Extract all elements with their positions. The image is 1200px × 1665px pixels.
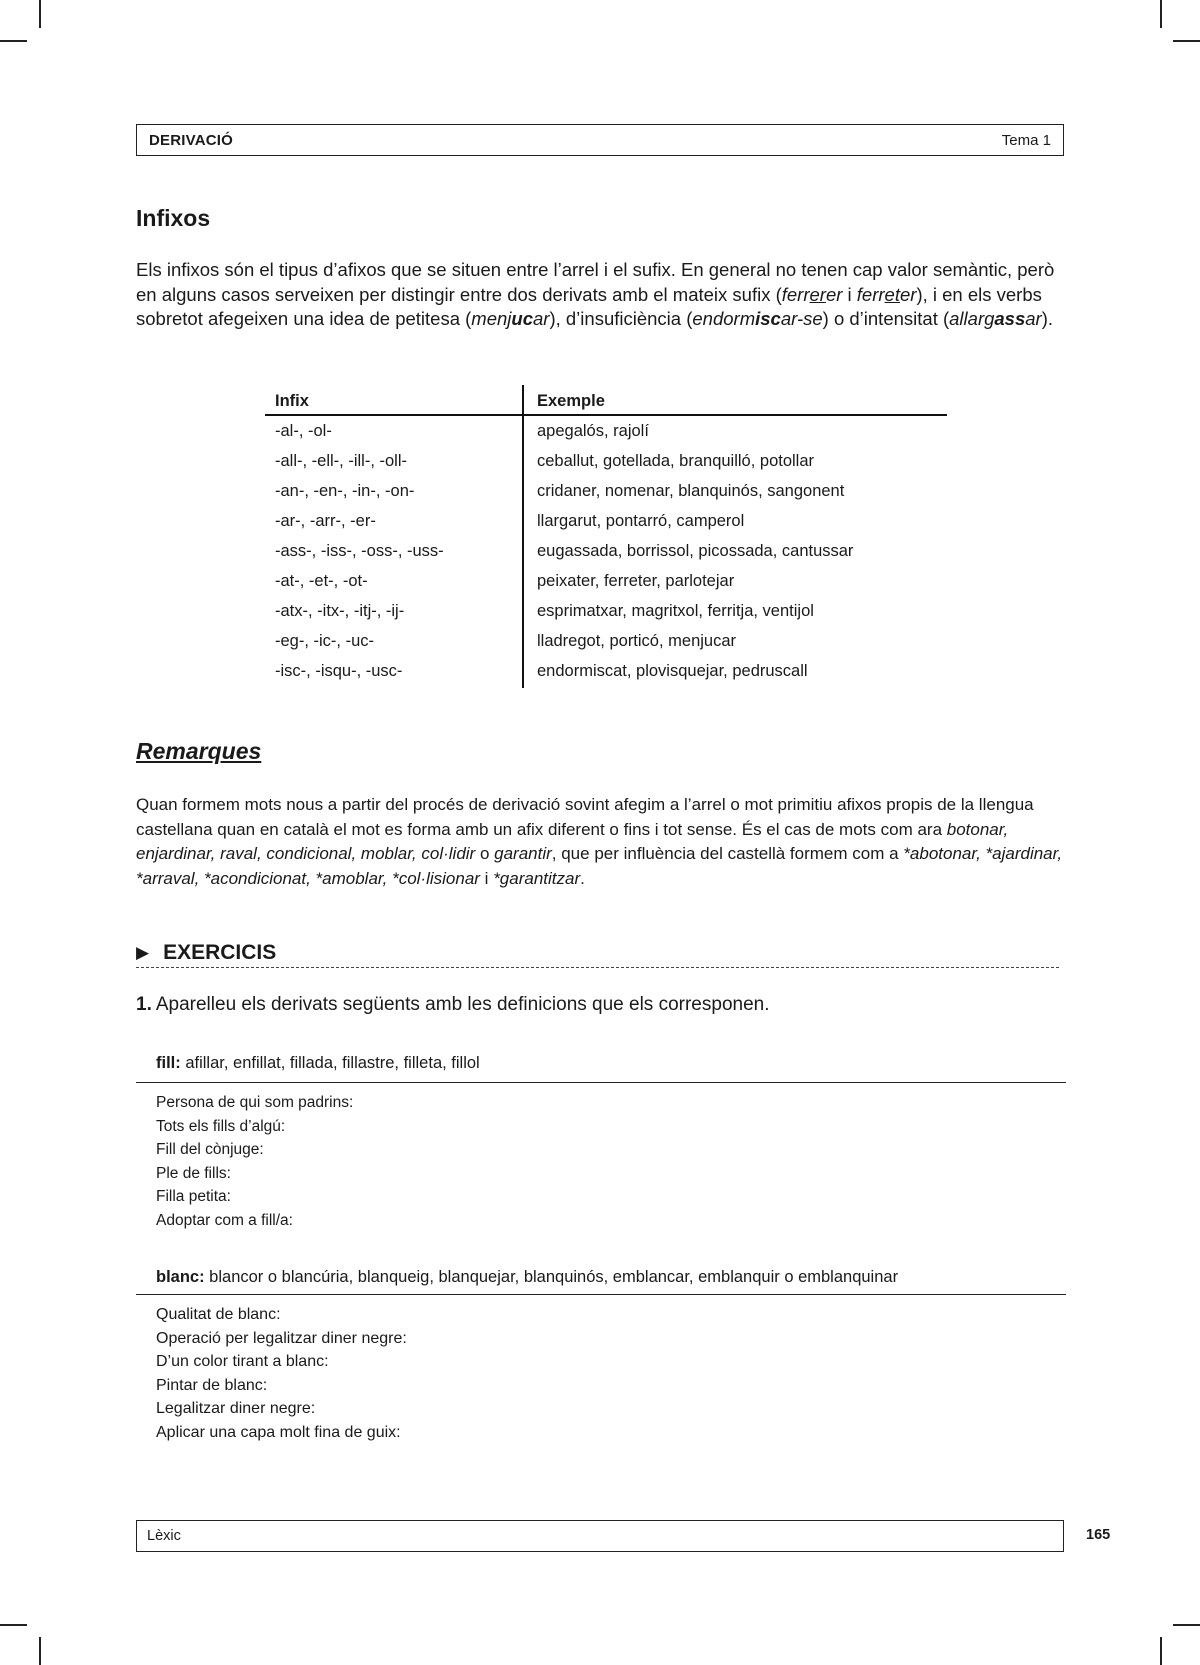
remarques-paragraph: Quan formem mots nous a partir del procés de derivació sovint afegim a l’arrel o mot primitiu afixos propis de la llengua castellana quan en català el mot es forma amb un afix diferent o fins i tot sense. És el cas de mots com ara botonar, enjardinar, raval, condicional, moblar, col·lidir o garantir, que per influència del castellà formem com a *abotonar, *ajardinar, *arraval, *acondicionat, *amoblar, *col·lisionar i *garantitzar. bbox=[136, 795, 1063, 888]
exercise-text: Aparelleu els derivats següents amb les definicions que els corresponen. bbox=[155, 994, 770, 1015]
running-footer bbox=[136, 1520, 1064, 1552]
play-arrow-icon: ▶ bbox=[136, 943, 150, 962]
exercise-number: 1. bbox=[136, 994, 152, 1015]
exercises-title: EXERCICIS bbox=[163, 941, 277, 964]
column-header-example: Exemple bbox=[537, 392, 605, 410]
crop-mark bbox=[0, 1624, 27, 1626]
column-header-infix: Infix bbox=[275, 392, 309, 410]
section-title: Infixos bbox=[136, 205, 211, 231]
table-row bbox=[265, 446, 947, 476]
infix-cell: -atx-, -itx-, -itj-, -ij- bbox=[275, 602, 405, 621]
definition-item: Adoptar com a fill/a: bbox=[156, 1211, 293, 1229]
header-topic: Tema 1 bbox=[1001, 131, 1051, 149]
example-word: ferrerer bbox=[781, 283, 843, 305]
header-section: DERIVACIÓ bbox=[149, 131, 234, 149]
infix-cell: -ar-, -arr-, -er- bbox=[275, 511, 376, 530]
definition-item: Fill del cònjuge: bbox=[156, 1141, 264, 1158]
crop-mark bbox=[39, 1637, 41, 1665]
root-word: blanc: bbox=[156, 1268, 205, 1286]
table-row bbox=[265, 506, 947, 536]
exercises-heading bbox=[136, 941, 276, 965]
example-word: menjucar bbox=[471, 308, 550, 329]
example-cell: esprimatxar, magritxol, ferritja, ventijol bbox=[537, 602, 814, 621]
definition-item: Operació per legalitzar diner negre: bbox=[156, 1329, 407, 1347]
example-cell: ceballut, gotellada, branquilló, potollar bbox=[537, 451, 815, 470]
crop-mark bbox=[1173, 40, 1200, 42]
table-row bbox=[265, 416, 947, 446]
crop-mark bbox=[1173, 1624, 1200, 1626]
example-word: allargassar bbox=[949, 308, 1042, 329]
definition-list bbox=[156, 1303, 441, 1444]
remarques-heading: Remarques bbox=[136, 738, 262, 764]
table-row bbox=[265, 627, 947, 657]
definition-item: Ple de fills: bbox=[156, 1164, 231, 1182]
running-header bbox=[136, 124, 1064, 156]
table-row bbox=[265, 566, 947, 596]
example-cell: eugassada, borrissol, picossada, cantussar bbox=[537, 541, 854, 560]
word-family-fill bbox=[156, 1054, 480, 1073]
intro-paragraph: Els infixos són el tipus d’afixos que se situen entre l’arrel i el sufix. En general no tenen cap valor semàntic, però en alguns casos serveixen per distingir entre dos derivats amb el mateix sufix (ferrerer i ferreter), i en els verbs sobretot afegeixen una idea de petitesa (menjucar), d’insuficiència (endormiscar-se) o d’intensitat (allargassar). bbox=[136, 259, 1055, 329]
answer-rule bbox=[136, 1294, 1066, 1295]
dashed-divider bbox=[136, 967, 1059, 968]
definition-item: Pintar de blanc: bbox=[156, 1376, 268, 1394]
example-word: ferreter bbox=[856, 283, 917, 305]
infix-cell: -al-, -ol- bbox=[275, 421, 332, 440]
example-cell: cridaner, nomenar, blanquinós, sangonent bbox=[537, 481, 845, 500]
root-word: fill: bbox=[156, 1054, 181, 1072]
exercise-instruction bbox=[136, 994, 770, 1016]
crop-mark bbox=[0, 40, 27, 42]
crop-mark bbox=[39, 0, 41, 28]
infix-table bbox=[265, 386, 947, 687]
example-cell: llargarut, pontarró, camperol bbox=[537, 511, 745, 530]
example-cell: lladregot, porticó, menjucar bbox=[537, 632, 737, 651]
infix-cell: -all-, -ell-, -ill-, -oll- bbox=[275, 451, 407, 470]
example-cell: apegalós, rajolí bbox=[537, 421, 649, 440]
table-header bbox=[265, 386, 947, 416]
definition-item: D’un color tirant a blanc: bbox=[156, 1353, 329, 1370]
crop-mark bbox=[1160, 1637, 1162, 1665]
definition-item: Filla petita: bbox=[156, 1188, 231, 1205]
definition-item: Persona de qui som padrins: bbox=[156, 1094, 354, 1111]
definition-list bbox=[156, 1091, 386, 1232]
definition-item: Aplicar una capa molt fina de guix: bbox=[156, 1423, 401, 1441]
footer-book-title: Lèxic bbox=[147, 1528, 181, 1544]
word-family-blanc bbox=[156, 1268, 898, 1287]
answer-rule bbox=[136, 1082, 1066, 1083]
table-row bbox=[265, 657, 947, 687]
derivatives: afillar, enfillat, fillada, fillastre, filleta, fillol bbox=[180, 1054, 480, 1072]
example-cell: endormiscat, plovisquejar, pedruscall bbox=[537, 662, 808, 681]
infix-cell: -ass-, -iss-, -oss-, -uss- bbox=[275, 541, 444, 560]
infix-cell: -an-, -en-, -in-, -on- bbox=[275, 481, 415, 500]
example-word: endormiscar-se bbox=[692, 308, 823, 329]
table-row bbox=[265, 597, 947, 627]
page-number: 165 bbox=[1086, 1527, 1111, 1543]
definition-item: Qualitat de blanc: bbox=[156, 1306, 281, 1323]
derivatives: blancor o blancúria, blanqueig, blanquejar, blanquinós, emblancar, emblanquir o emblanquinar bbox=[204, 1268, 899, 1286]
table-row bbox=[265, 476, 947, 506]
infix-cell: -eg-, -ic-, -uc- bbox=[275, 632, 374, 651]
crop-mark bbox=[1160, 0, 1162, 28]
example-cell: peixater, ferreter, parlotejar bbox=[537, 572, 735, 591]
table-row bbox=[265, 536, 947, 566]
infix-cell: -isc-, -isqu-, -usc- bbox=[275, 662, 403, 681]
infix-cell: -at-, -et-, -ot- bbox=[275, 572, 368, 591]
definition-item: Tots els fills d’algú: bbox=[156, 1117, 286, 1135]
definition-item: Legalitzar diner negre: bbox=[156, 1400, 316, 1417]
